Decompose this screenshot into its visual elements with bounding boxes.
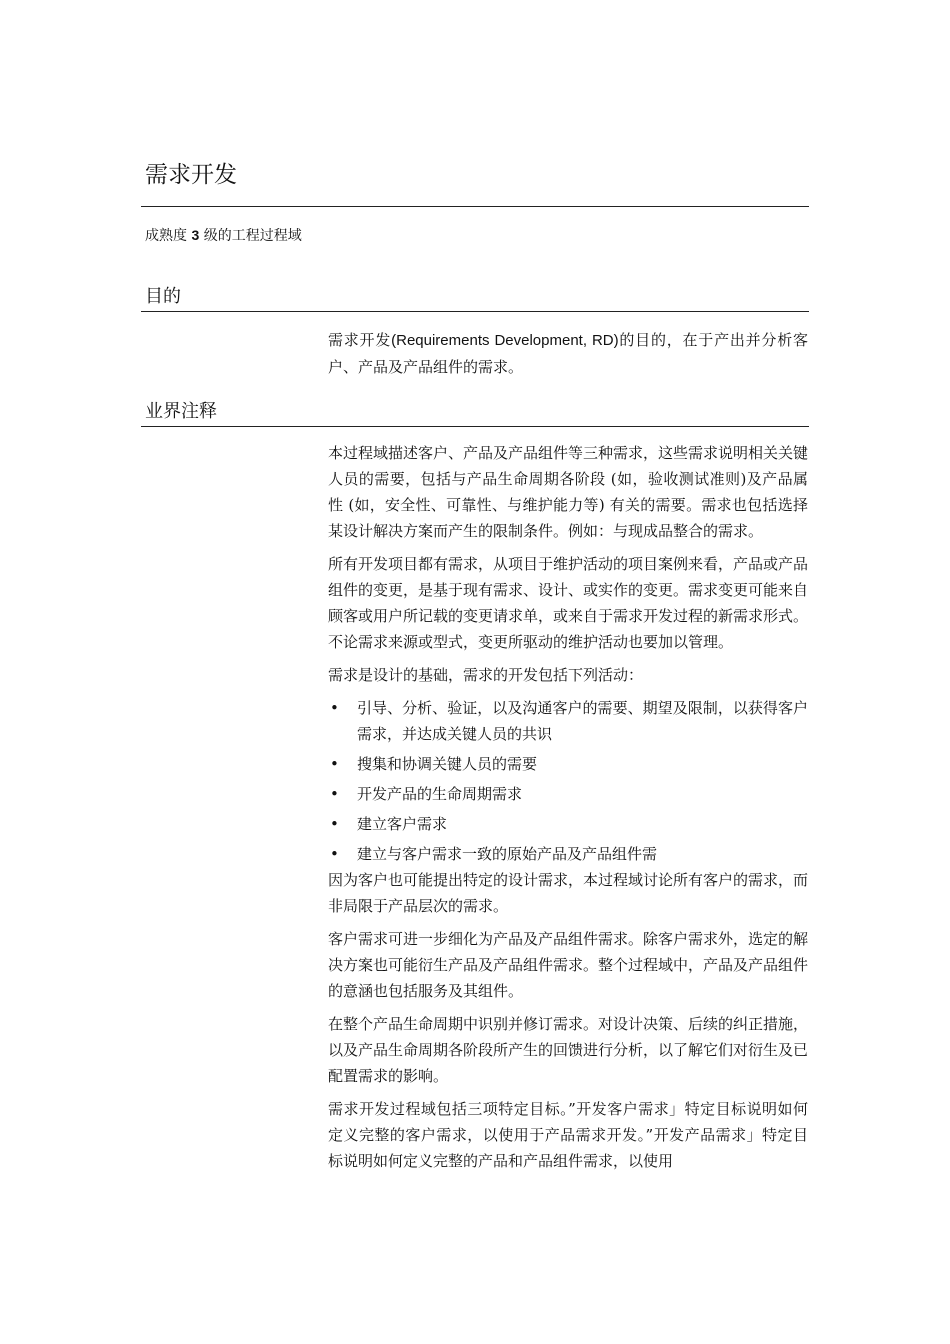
- list-item-text: 建立客户需求: [357, 815, 448, 833]
- purpose-text-abbrev: (Requirements Development, RD): [391, 332, 619, 349]
- purpose-text-suffix: 的目的，在于产出并分析客户、产品及产品组件的需求。: [328, 331, 808, 376]
- subtitle-prefix: 成熟度: [145, 228, 187, 244]
- notes-paragraph-5: 客户需求可进一步细化为产品及产品组件需求。除客户需求外，选定的解决方案也可能衍生产品及产品组件需求。整个过程域中，产品及产品组件的意涵也包括服务及其组件。: [328, 930, 809, 1000]
- activity-list: [328, 695, 808, 867]
- purpose-paragraph: [328, 327, 808, 380]
- purpose-heading: 目的: [145, 286, 181, 307]
- industry-notes-heading: 业界注释: [145, 401, 217, 422]
- bullet-icon: •: [330, 815, 339, 833]
- notes-paragraph-4: 因为客户也可能提出特定的设计需求，本过程域讨论所有客户的需求，而非局限于产品层次的需求。: [328, 871, 809, 915]
- bullet-icon: •: [330, 845, 339, 863]
- subtitle-suffix: 级的工程过程域: [203, 228, 302, 244]
- notes-paragraph-6: 在整个产品生命周期中识别并修订需求。对设计决策、后续的纠正措施，以及产品生命周期各阶段所产生的回馈进行分析，以了解它们对衍生及已配置需求的影响。: [328, 1015, 809, 1085]
- notes-paragraph-7: 需求开发过程域包括三项特定目标。”开发客户需求」特定目标说明如何定义完整的客户需求，以使用于产品需求开发。”开发产品需求」特定目标说明如何定义完整的产品和产品组件需求，以使用: [328, 1100, 808, 1170]
- bullet-icon: •: [330, 699, 339, 717]
- bullet-icon: •: [330, 785, 339, 803]
- notes-paragraph-3: 需求是设计的基础，需求的开发包括下列活动：: [328, 666, 644, 684]
- list-item: [328, 781, 808, 807]
- purpose-section: [328, 327, 808, 387]
- maturity-level-number: 3: [191, 227, 200, 243]
- list-item-text: 开发产品的生命周期需求: [357, 785, 523, 803]
- title-divider: [141, 206, 809, 207]
- maturity-level-subtitle: [145, 225, 302, 246]
- list-item: [328, 841, 808, 867]
- industry-notes-section: [328, 440, 808, 1181]
- list-item: [328, 751, 808, 777]
- bullet-icon: •: [330, 755, 339, 773]
- list-item-text: 搜集和协调关键人员的需要: [357, 755, 538, 773]
- list-item-text: 引导、分析、验证，以及沟通客户的需要、期望及限制，以获得客户需求，并达成关键人员的共识: [357, 699, 808, 743]
- notes-paragraph-2: 所有开发项目都有需求，从项目于维护活动的项目案例来看，产品或产品组件的变更，是基于现有需求、设计、或实作的变更。需求变更可能来自顾客或用户所记载的变更请求单，或来自于需求开发过程的新需求形式。不论需求来源或型式，变更所驱动的维护活动也要加以管理。: [328, 555, 809, 651]
- list-item: [328, 695, 808, 747]
- page-title: 需求开发: [145, 162, 237, 188]
- list-item: [328, 811, 808, 837]
- purpose-divider: [141, 311, 809, 312]
- purpose-text-prefix: 需求开发: [328, 331, 392, 349]
- notes-paragraph-1: 本过程域描述客户、产品及产品组件等三种需求，这些需求说明相关关键人员的需要，包括与产品生命周期各阶段 (如，验收测试准则)及产品属性 (如，安全性、可靠性、与维护能力等) 有关的需要。需求也包括选择某设计解决方案而产生的限制条件。例如：与现成品整合的需求。: [328, 444, 809, 540]
- list-item-text: 建立与客户需求一致的原始产品及产品组件需: [357, 845, 658, 863]
- industry-notes-divider: [141, 426, 809, 427]
